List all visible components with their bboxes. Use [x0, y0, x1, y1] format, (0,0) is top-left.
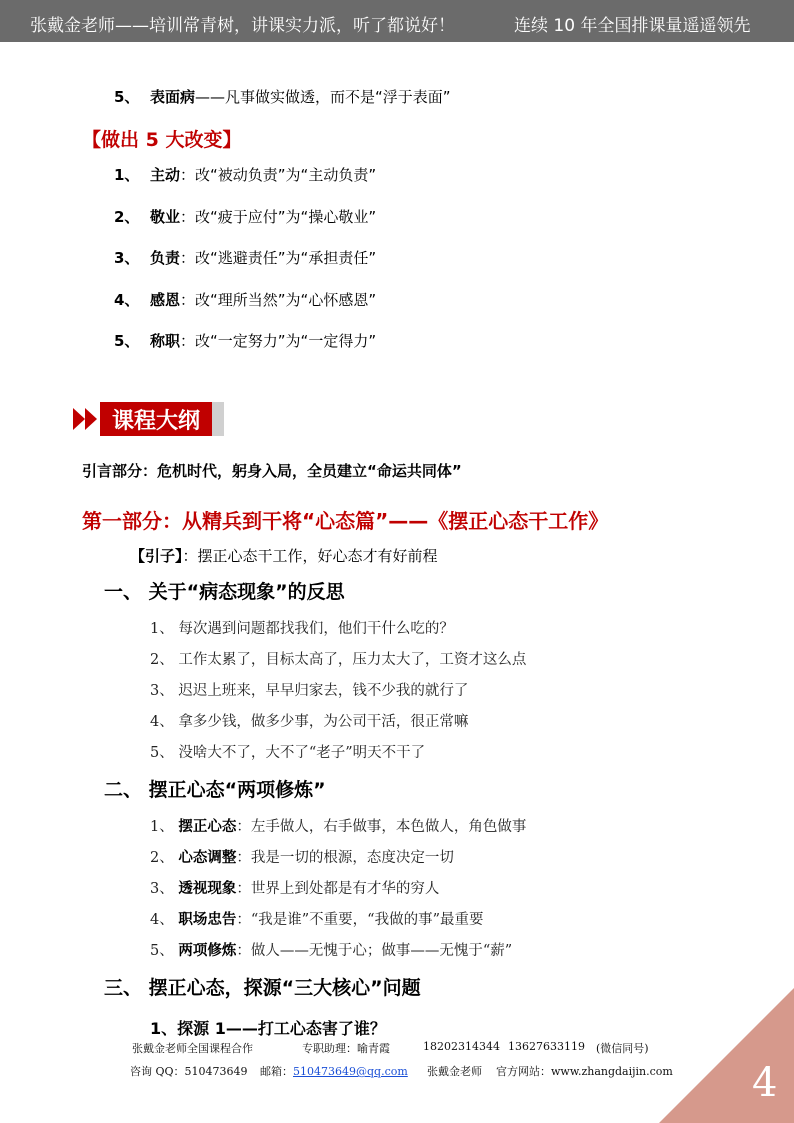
section-title-changes: 【做出 5 大改变】: [82, 129, 242, 151]
footer-teacher: 张戴金老师: [427, 1065, 482, 1078]
header-bar: [0, 0, 794, 42]
header-tagline: 连续 10 年全国排课量遥遥领先: [514, 16, 751, 36]
intro-line: 引言部分：危机时代，躬身入局，全员建立“命运共同体”: [82, 462, 462, 480]
item-label: 表面病: [150, 88, 196, 106]
item-text: ：改“一定努力”为“一定得力”: [180, 332, 377, 350]
footer-qq: 咨询 QQ：510473649: [130, 1065, 248, 1078]
list-item: [150, 908, 484, 929]
email-label: 邮箱：: [260, 1065, 293, 1078]
item-text: ：世界上到处都是有才华的穷人: [236, 881, 440, 897]
yinzi-line: [130, 545, 438, 566]
list-item: [150, 846, 454, 867]
footer-contact-1: 张戴金老师全国课程合作: [132, 1042, 253, 1055]
footer-phone-2: 13627633119: [508, 1040, 585, 1053]
item-text: ：改“被动负责”为“主动负责”: [180, 166, 377, 184]
list-item: 3、 迟迟上班来，早早归家去，钱不少我的就行了: [150, 683, 469, 699]
item-label: 负责: [150, 249, 181, 267]
item-text: ：我是一切的根源，态度决定一切: [236, 850, 454, 866]
footer-assistant: 专职助理：喻青霞: [302, 1042, 390, 1055]
list-item: [150, 815, 526, 836]
email-link[interactable]: 510473649@qq.com: [293, 1065, 408, 1078]
header-slogan: 张戴金老师——培训常青树，讲课实力派，听了都说好！: [30, 16, 455, 36]
item-number: 3、: [150, 881, 174, 897]
list-item: 4、 拿多少钱，做多少事，为公司干活，很正常嘛: [150, 714, 469, 730]
list-item: [150, 939, 512, 960]
item-label: 称职: [150, 332, 181, 350]
subsection-title: 1、探源 1——打工心态害了谁？: [150, 1019, 386, 1038]
item-number: 4、: [150, 912, 174, 928]
footer-email: [260, 1063, 408, 1079]
item-number: 2、: [114, 208, 140, 226]
item-number: 5、: [150, 943, 174, 959]
list-item: 5、 没啥大不了，大不了“老子”明天不干了: [150, 745, 426, 761]
item-number: 2、: [150, 850, 174, 866]
section-heading-2: 二、 摆正心态“两项修炼”: [104, 779, 326, 801]
list-item: 1、 每次遇到问题都找我们，他们干什么吃的？: [150, 621, 454, 637]
list-item: [150, 877, 439, 898]
item-text: ：左手做人，右手做事，本色做人，角色做事: [236, 819, 527, 835]
section-heading-1: 一、 关于“病态现象”的反思: [104, 581, 345, 603]
yinzi-text: ：摆正心态干工作，好心态才有好前程: [182, 547, 438, 565]
item-label: 心态调整: [178, 850, 237, 866]
part1-title: 第一部分：从精兵到干将“心态篇”——《摆正心态干工作》: [82, 509, 609, 533]
section-heading-3: 三、 摆正心态，探源“三大核心”问题: [104, 977, 421, 999]
list-item: 2、 工作太累了，目标太高了，压力太大了，工资才这么点: [150, 652, 527, 668]
item-number: 1、: [150, 819, 174, 835]
page-number: 4: [752, 1060, 778, 1106]
outline-title-shadow: [212, 402, 224, 436]
item-number: 3、: [114, 249, 140, 267]
item-label: 两项修炼: [178, 943, 237, 959]
double-arrow-icon: [73, 406, 99, 432]
item-text: ：改“逃避责任”为“承担责任”: [180, 249, 377, 267]
item-label: 职场忠告: [178, 912, 237, 928]
item-label: 敬业: [150, 208, 181, 226]
item-text: ：改“疲于应付”为“操心敬业”: [180, 208, 377, 226]
item-text: ——凡事做实做透，而不是“浮于表面”: [195, 88, 451, 106]
item-label: 摆正心态: [178, 819, 237, 835]
yinzi-label: 【引子】: [130, 547, 183, 565]
footer-website: 官方网站：www.zhangdaijin.com: [496, 1065, 673, 1078]
item-label: 感恩: [150, 291, 181, 309]
item-number: 5、: [114, 332, 140, 350]
item-number: 4、: [114, 291, 140, 309]
item-number: 1、: [114, 166, 140, 184]
outline-title: 课程大纲: [100, 402, 212, 436]
item-label: 透视现象: [178, 881, 237, 897]
item-text: ：“我是谁”不重要，“我做的事”最重要: [236, 912, 484, 928]
item-number: 5、: [114, 88, 140, 106]
item-label: 主动: [150, 166, 181, 184]
item-text: ：改“理所当然”为“心怀感恩”: [180, 291, 377, 309]
footer-phone-1: 18202314344: [423, 1040, 500, 1053]
footer-wechat-note: (微信同号): [596, 1042, 649, 1055]
item-text: ：做人——无愧于心；做事——无愧于“薪”: [236, 943, 513, 959]
